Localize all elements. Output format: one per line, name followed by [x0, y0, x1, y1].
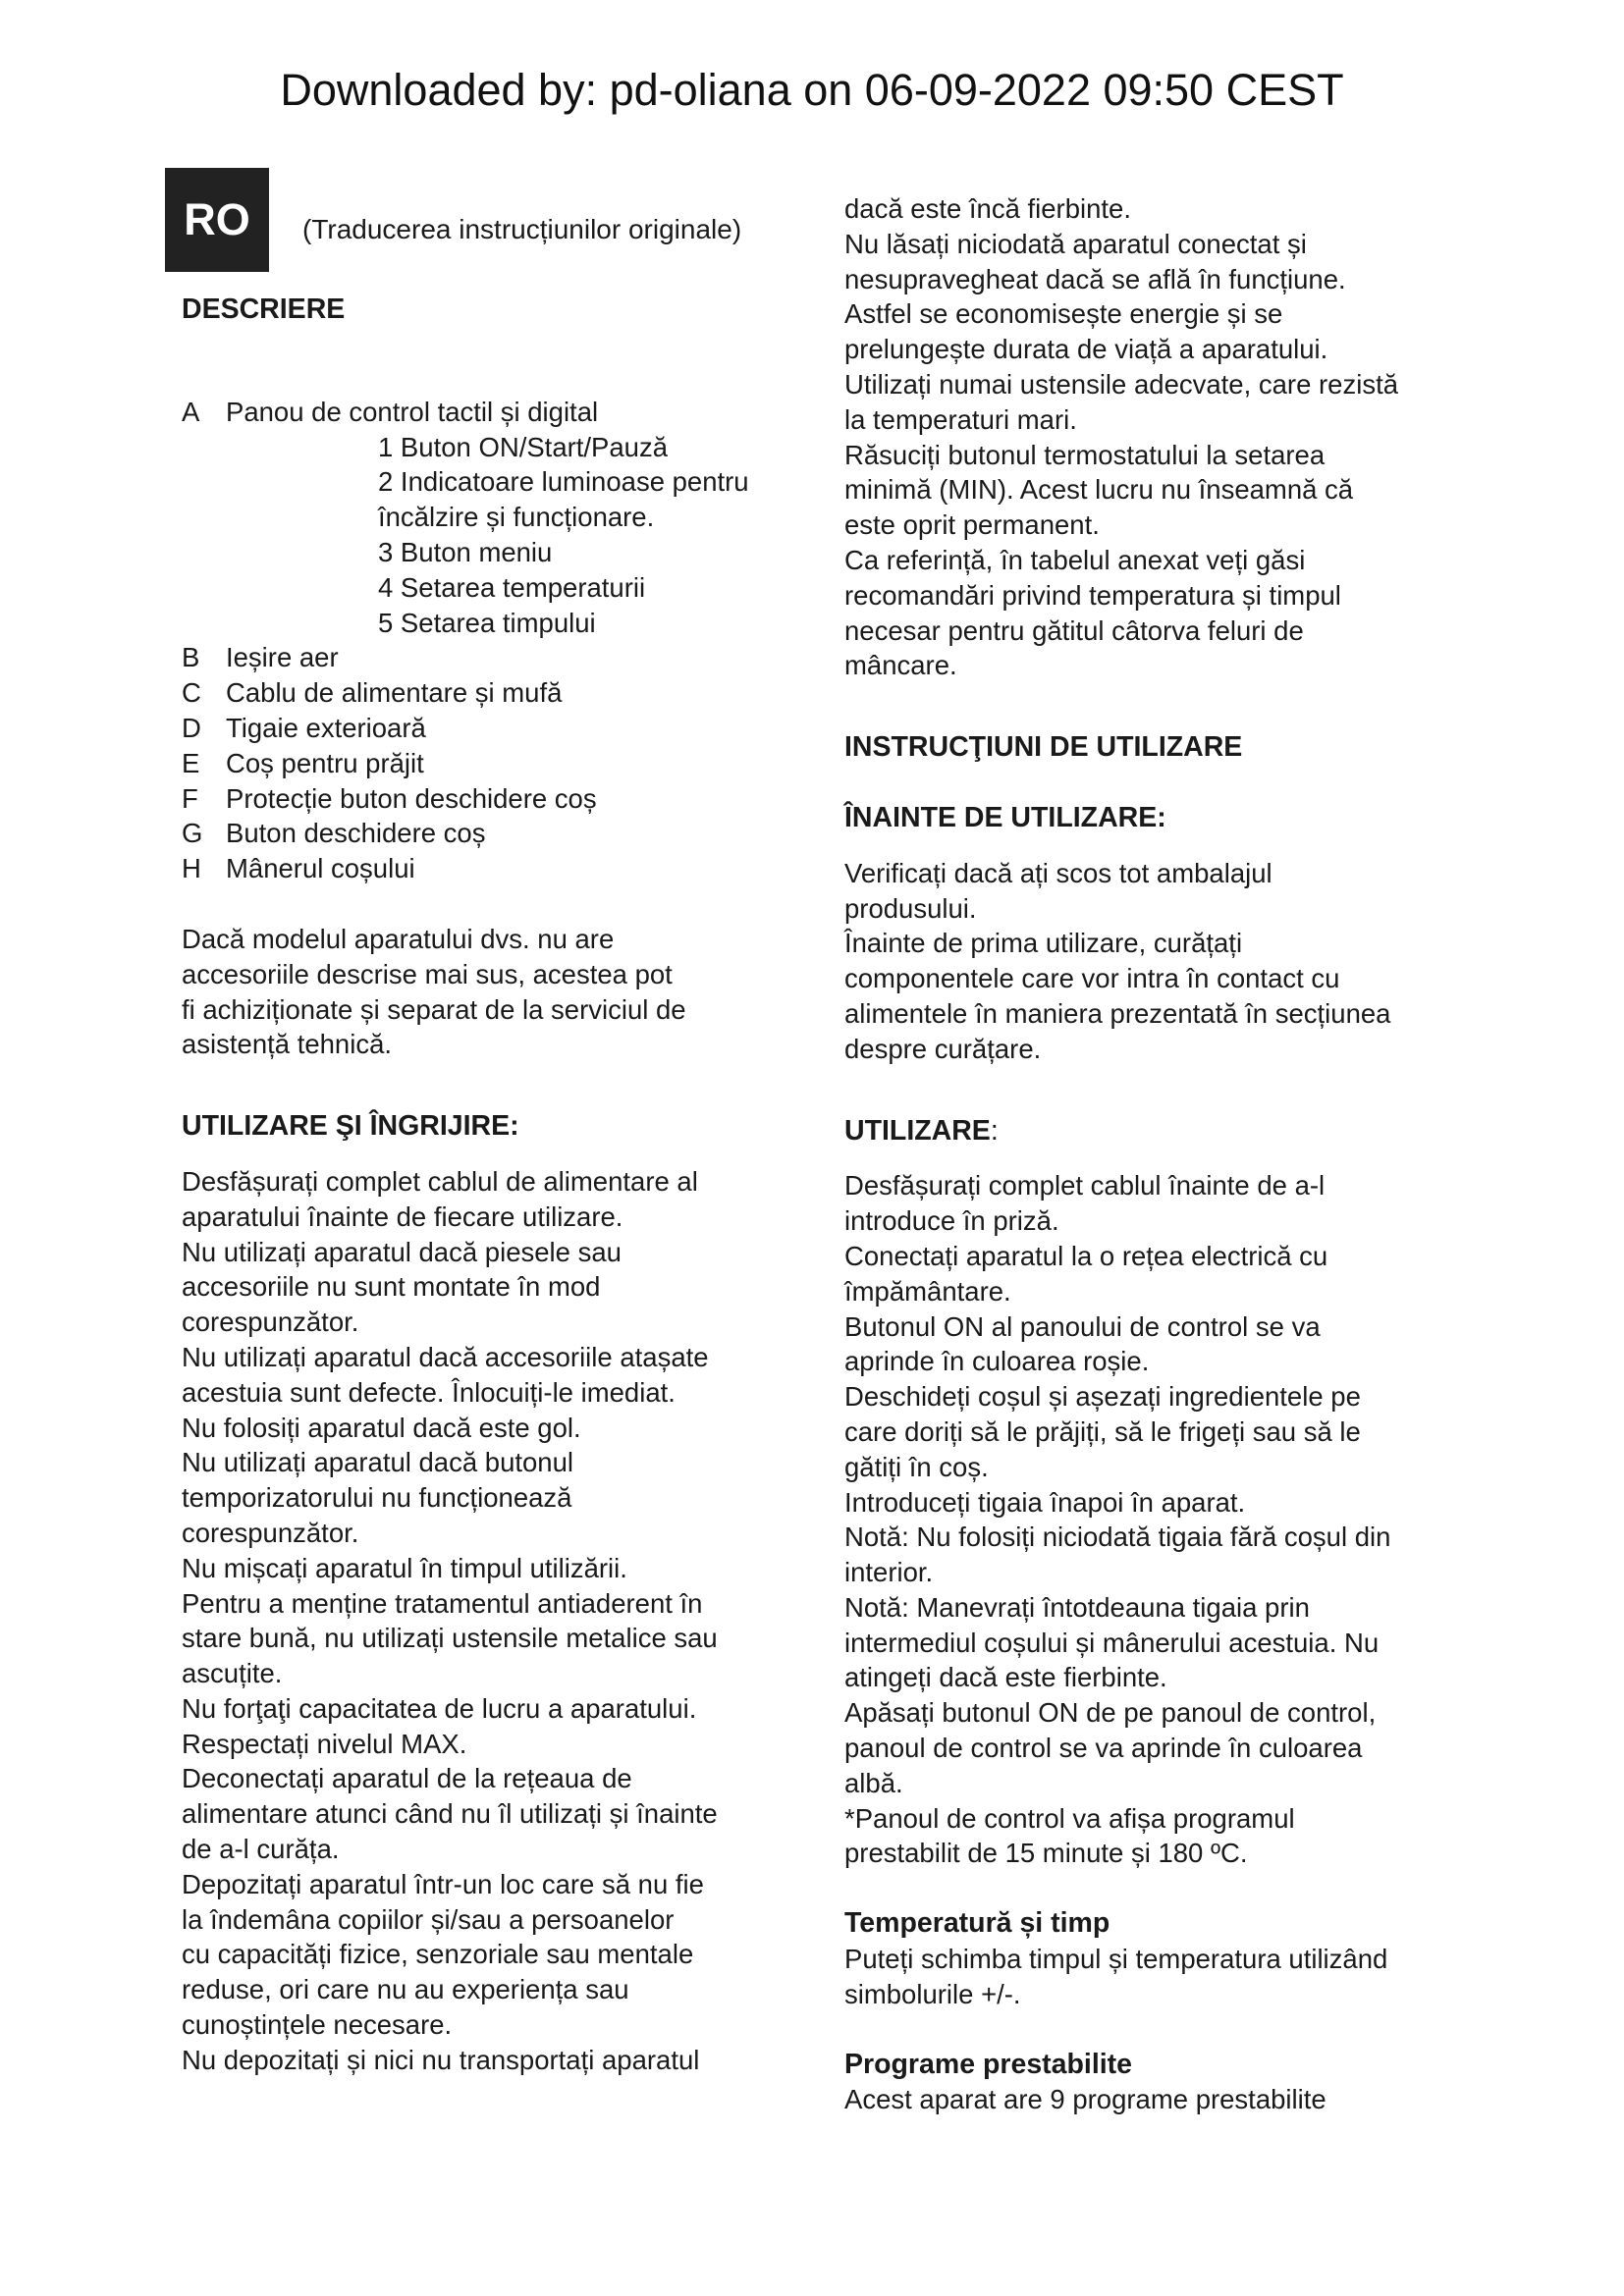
language-row	[182, 185, 790, 293]
desc-item-letter: E	[182, 747, 200, 778]
inainte-line: despre curățare.	[844, 1033, 1042, 1064]
desc-item	[182, 711, 790, 746]
desc-item-text: Tigaie exterioară	[226, 712, 426, 743]
intro-line: Nu lăsați niciodată aparatul conectat și	[844, 228, 1307, 259]
use-line: Introduceți tigaia înapoi în aparat.	[844, 1486, 1246, 1518]
care-line: Desfășurați complet cablul de alimentare al	[182, 1165, 698, 1197]
desc-sub-item: 5 Setarea timpului	[378, 607, 596, 638]
utilizare-heading-colon: :	[990, 1114, 999, 1147]
intro-line: nesupravegheat dacă se află în funcțiune.	[844, 263, 1346, 294]
use-line: Conectați aparatul la o rețea electrică cu	[844, 1240, 1328, 1271]
care-line: ascuțite.	[182, 1658, 283, 1689]
inainte-line: alimentele în maniera prezentată în secțiunea	[844, 997, 1391, 1029]
use-line: aprinde în culoarea roșie.	[844, 1346, 1150, 1377]
temperature-time-heading: Temperatură și timp	[844, 1907, 1110, 1940]
use-line: interior.	[844, 1557, 934, 1588]
care-line: cu capacități fizice, senzoriale sau mentale	[182, 1939, 694, 1970]
care-line: Nu utilizați aparatul dacă piesele sau	[182, 1236, 622, 1267]
use-line: albă.	[844, 1767, 903, 1798]
intro-line: minimă (MIN). Acest lucru nu înseamnă că	[844, 474, 1354, 506]
desc-sub-item: 3 Buton meniu	[378, 536, 553, 567]
care-line: reduse, ori care nu au experiența sau	[182, 1974, 629, 2005]
use-line: Butonul ON al panoului de control se va	[844, 1310, 1321, 1342]
care-line: Pentru a menține tratamentul antiaderent în	[182, 1587, 703, 1619]
utilizare-heading-text: UTILIZARE	[844, 1114, 991, 1147]
care-line: accesoriile nu sunt montate în mod	[182, 1271, 601, 1303]
intro-line: necesar pentru gătitul câtorva feluri de	[844, 614, 1304, 646]
desc-item	[182, 781, 790, 817]
intro-line: prelungește durata de viață a aparatului.	[844, 334, 1328, 365]
desc-item-text: Coș pentru prăjit	[226, 747, 424, 778]
accessories-line: asistență tehnică.	[182, 1029, 393, 1060]
intro-line: la temperaturi mari.	[844, 403, 1077, 435]
desc-item-letter: H	[182, 853, 201, 884]
care-line: Deconectați aparatul de la rețeaua de	[182, 1763, 632, 1794]
desc-item-letter: F	[182, 782, 198, 814]
utilizare-ingrijire-heading: UTILIZARE ŞI ÎNGRIJIRE:	[182, 1110, 519, 1143]
use-line: împământare.	[844, 1275, 1011, 1307]
care-line: corespunzător.	[182, 1517, 359, 1548]
care-line: temporizatorului nu funcționează	[182, 1482, 572, 1514]
desc-item	[182, 746, 790, 781]
care-line: Nu mișcați aparatul în timpul utilizării.	[182, 1552, 627, 1583]
inainte-line: Verificați dacă ați scos tot ambalajul	[844, 857, 1272, 888]
use-line: prestabilit de 15 minute și 180 ºC.	[844, 1838, 1248, 1869]
care-line: corespunzător.	[182, 1307, 359, 1338]
desc-item	[182, 851, 790, 886]
right-column	[844, 191, 1473, 2117]
inainte-line: Înainte de prima utilizare, curățați	[844, 928, 1243, 959]
left-column	[182, 185, 790, 2078]
care-line: la îndemâna copiilor și/sau a persoanelor	[182, 1903, 675, 1935]
desc-item-letter: D	[182, 712, 201, 743]
care-line: stare bună, nu utilizați ustensile metalice sau	[182, 1623, 718, 1654]
care-line: aparatului înainte de fiecare utilizare.	[182, 1201, 623, 1232]
desc-item-letter: A	[182, 396, 200, 427]
care-line: Respectați nivelul MAX.	[182, 1728, 467, 1759]
desc-sub-item: 1 Buton ON/Start/Pauză	[378, 431, 669, 462]
intro-line: Răsuciți butonul termostatului la setarea	[844, 439, 1326, 470]
descriere-heading: DESCRIERE	[182, 294, 346, 325]
desc-item	[182, 816, 790, 851]
programs-line: Acest aparat are 9 programe prestabilite	[844, 2084, 1326, 2115]
care-line: Nu utilizați aparatul dacă accesoriile atașate	[182, 1341, 709, 1372]
use-line: panoul de control se va aprinde în culoarea	[844, 1733, 1363, 1764]
care-line: cunoștințele necesare.	[182, 2009, 453, 2041]
accessories-line: fi achiziționate și separat de la serviciul de	[182, 993, 686, 1025]
language-badge: RO	[165, 168, 269, 272]
desc-item-text: Panou de control tactil și digital	[226, 396, 599, 427]
inainte-line: produsului.	[844, 892, 977, 924]
care-line: Nu forţaţi capacitatea de lucru a aparatului.	[182, 1692, 697, 1724]
desc-sub-item: încălzire și funcționare.	[378, 502, 655, 533]
desc-sub-item: 2 Indicatoare luminoase pentru	[378, 466, 749, 498]
use-line: *Panoul de control va afișa programul	[844, 1802, 1295, 1834]
temperature-time-line: simbolurile +/-.	[844, 1978, 1021, 2009]
inainte-heading: ÎNAINTE DE UTILIZARE:	[844, 801, 1166, 833]
care-line: acestuia sunt defecte. Înlocuiți-le imediat.	[182, 1376, 676, 1408]
desc-item-text: Protecție buton deschidere coș	[226, 782, 597, 814]
intro-line: dacă este încă fierbinte.	[844, 193, 1131, 224]
instructiuni-heading: INSTRUCŢIUNI DE UTILIZARE	[844, 731, 1243, 764]
desc-item-text: Cablu de alimentare și mufă	[226, 677, 563, 709]
care-line: alimentare atunci când nu îl utilizați și înainte	[182, 1798, 718, 1830]
inainte-line: componentele care vor intra în contact cu	[844, 963, 1340, 994]
use-line: Notă: Nu folosiți niciodată tigaia fără coșul din	[844, 1522, 1391, 1553]
intro-line: Ca referință, în tabelul anexat veți găsi	[844, 544, 1306, 575]
download-header: Downloaded by: pd-oliana on 06-09-2022 09:50 CEST	[280, 65, 1344, 115]
desc-item	[182, 640, 790, 675]
utilizare-heading	[844, 1114, 1473, 1149]
temperature-time-line: Puteți schimba timpul și temperatura utilizând	[844, 1944, 1388, 1975]
translation-caption: (Traducerea instrucțiunilor originale)	[302, 214, 742, 244]
use-line: gătiți în coș.	[844, 1451, 989, 1482]
use-line: Notă: Manevrați întotdeauna tigaia prin	[844, 1591, 1310, 1623]
desc-sub-item: 4 Setarea temperaturii	[378, 571, 646, 603]
desc-item-text: Ieșire aer	[226, 642, 339, 673]
desc-item	[182, 675, 790, 711]
care-line: Depozitați aparatul într-un loc care să nu fie	[182, 1868, 704, 1899]
use-line: care doriți să le prăjiți, să le frigeți sau să le	[844, 1415, 1361, 1447]
care-line: Nu utilizați aparatul dacă butonul	[182, 1447, 574, 1478]
desc-item-text: Buton deschidere coș	[226, 818, 486, 849]
intro-line: Utilizați numai ustensile adecvate, care rezistă	[844, 368, 1399, 400]
desc-item-letter: G	[182, 818, 203, 849]
use-line: atingeți dacă este fierbinte.	[844, 1662, 1167, 1693]
intro-line: este oprit permanent.	[844, 509, 1100, 541]
intro-line: mâncare.	[844, 650, 957, 681]
desc-item	[182, 395, 790, 430]
programs-heading: Programe prestabilite	[844, 2048, 1133, 2080]
use-line: Desfășurați complet cablul înainte de a-l	[844, 1170, 1326, 1201]
intro-line: Astfel se economisește energie și se	[844, 298, 1283, 330]
use-line: Apăsați butonul ON de pe panoul de control,	[844, 1697, 1377, 1729]
care-line: Nu folosiți aparatul dacă este gol.	[182, 1412, 581, 1443]
use-line: intermediul coșului și mânerului acestuia. Nu	[844, 1627, 1380, 1658]
desc-item-letter: B	[182, 642, 200, 673]
intro-line: recomandări privind temperatura și timpul	[844, 579, 1341, 611]
desc-item-text: Mânerul coșului	[226, 853, 415, 884]
care-line: Nu depozitați și nici nu transportați aparatul	[182, 2044, 700, 2075]
use-line: Deschideți coșul și așezați ingredientele pe	[844, 1381, 1361, 1413]
use-line: introduce în priză.	[844, 1205, 1059, 1237]
care-line: de a-l curăța.	[182, 1834, 340, 1865]
accessories-line: accesoriile descrise mai sus, acestea pot	[182, 958, 673, 989]
desc-item-letter: C	[182, 677, 201, 709]
accessories-line: Dacă modelul aparatului dvs. nu are	[182, 923, 615, 954]
